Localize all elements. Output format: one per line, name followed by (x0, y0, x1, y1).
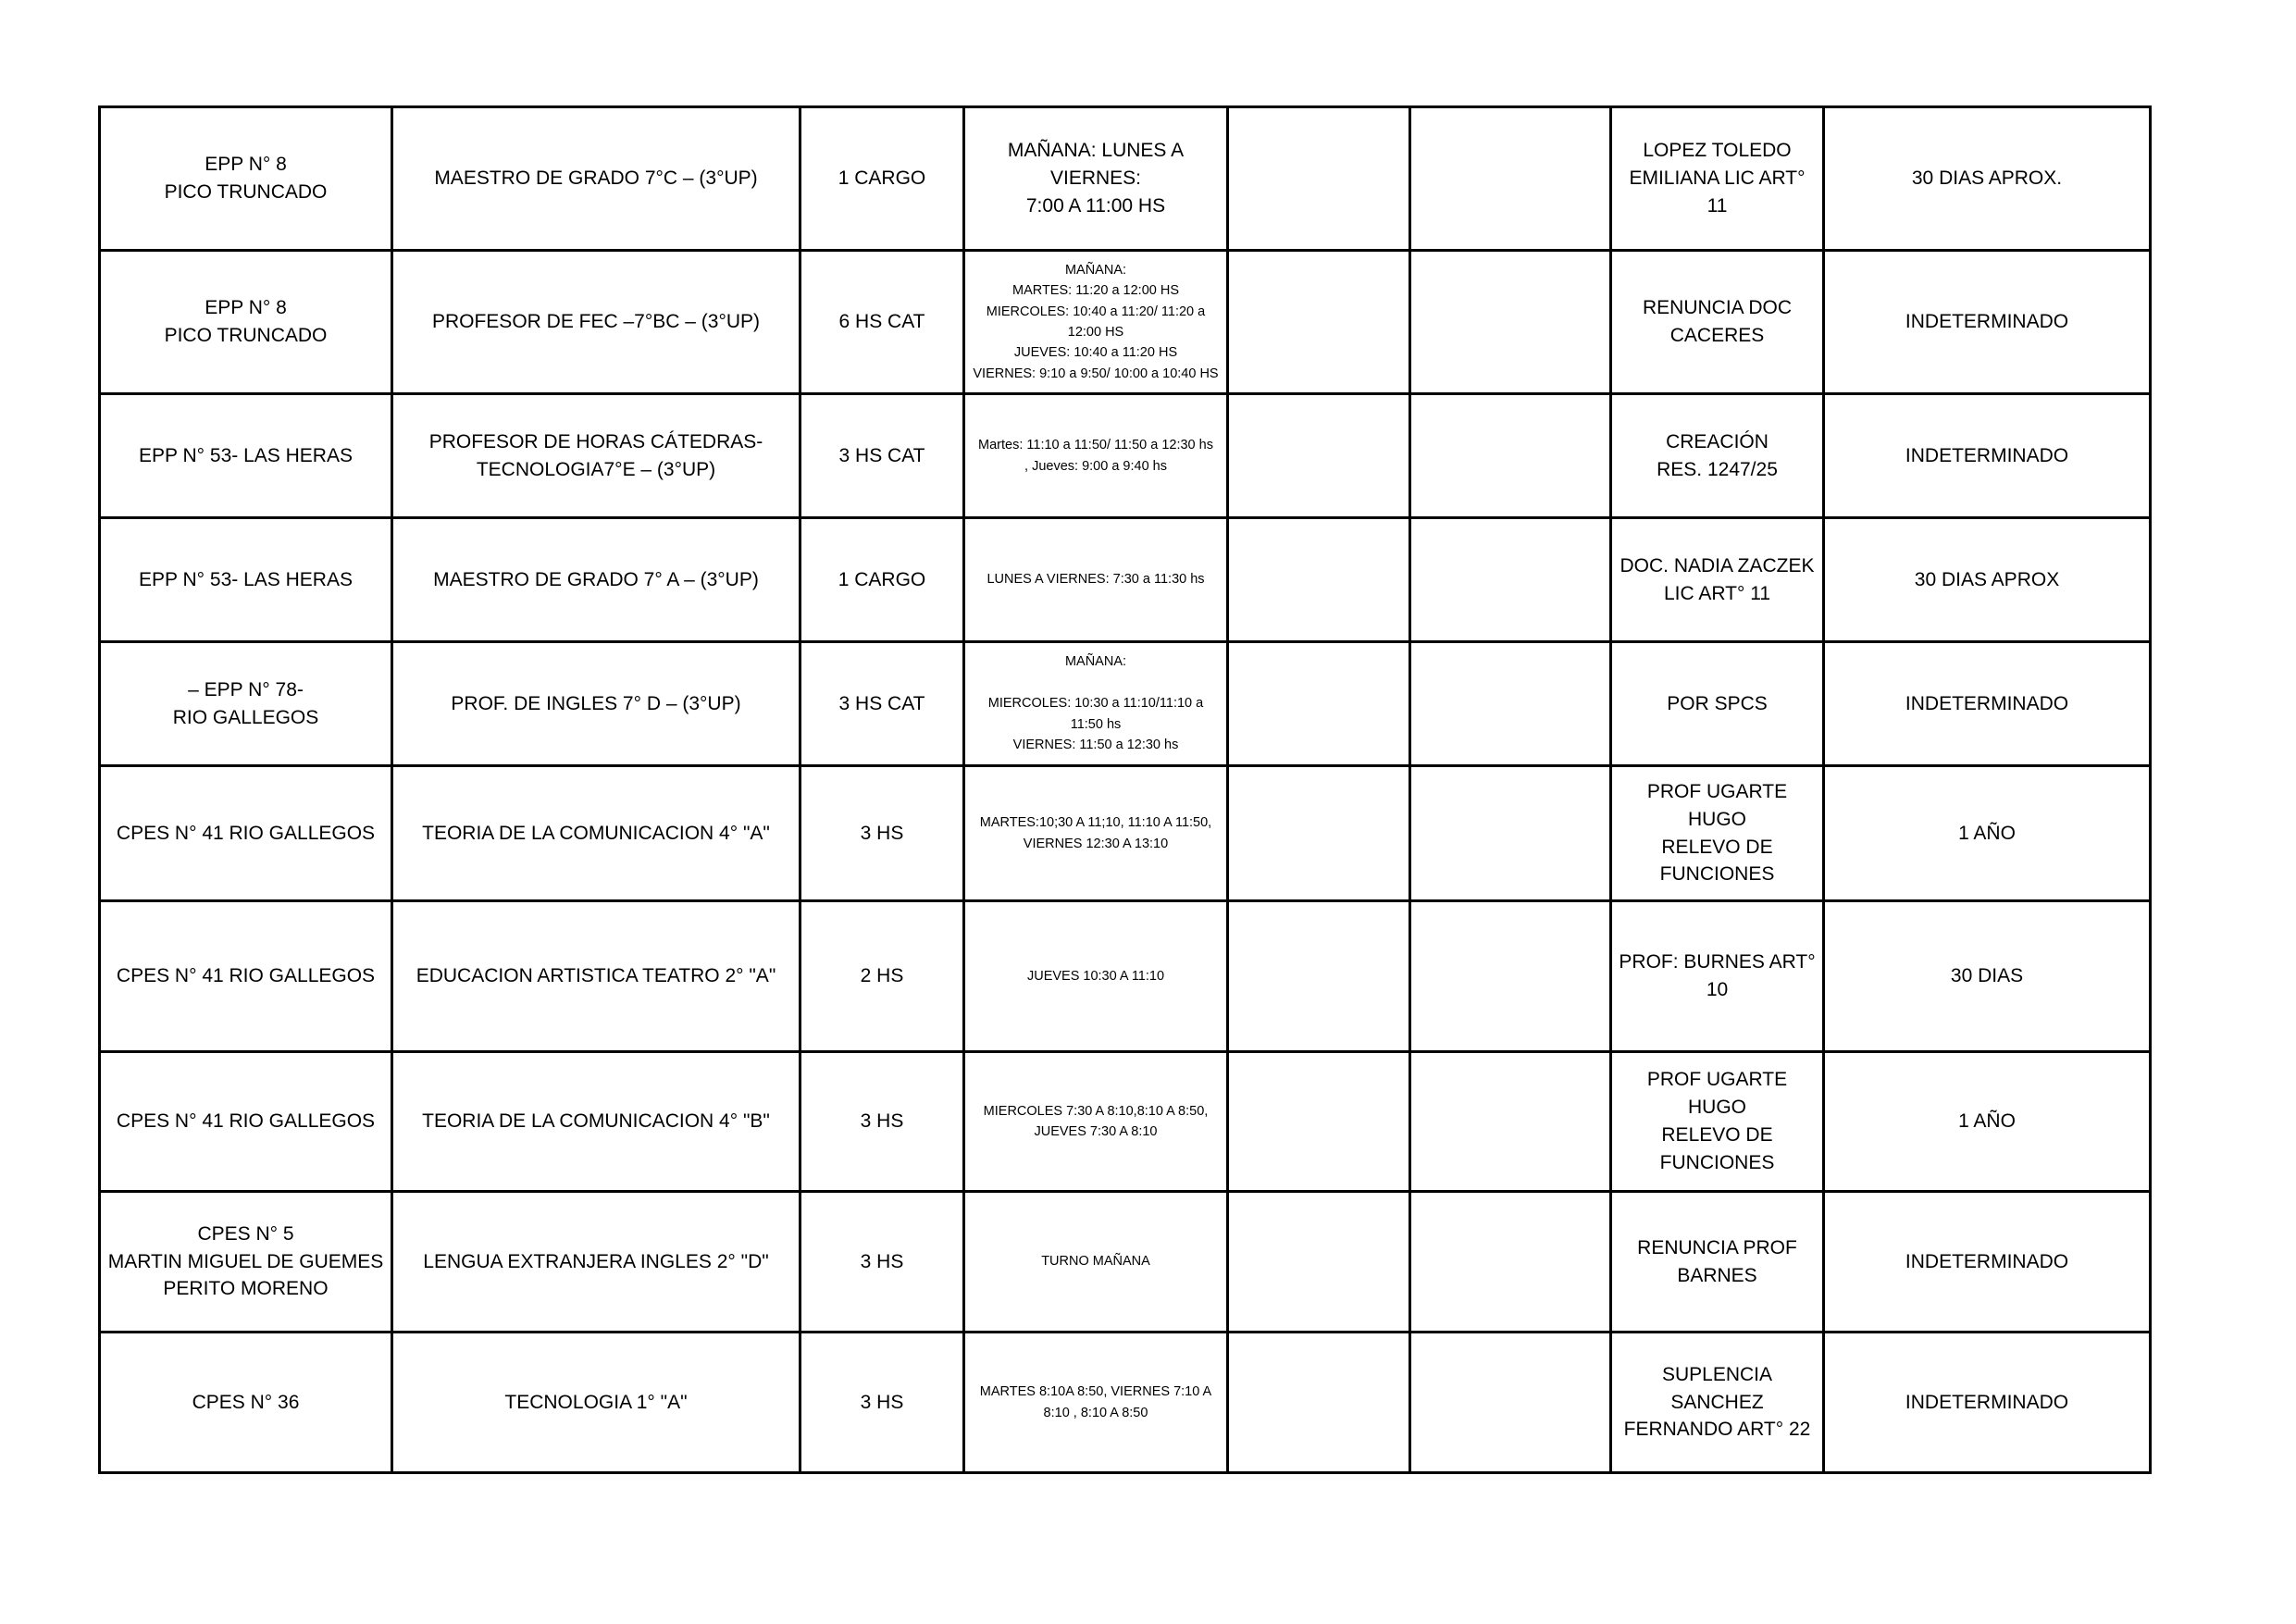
table-row (100, 766, 2151, 901)
table-row (100, 518, 2151, 642)
school-cell: EPP N° 8 PICO TRUNCADO (100, 107, 392, 251)
load-cell: 1 CARGO (800, 107, 964, 251)
table-row (100, 901, 2151, 1052)
position-cell: PROFESOR DE HORAS CÁTEDRAS- TECNOLOGIA7°E – (3°UP) (392, 394, 800, 518)
load-cell: 3 HS (800, 1052, 964, 1192)
position-cell: TEORIA DE LA COMUNICACION 4° "B" (392, 1052, 800, 1192)
table-row (100, 107, 2151, 251)
empty-cell (1410, 1333, 1611, 1473)
empty-cell (1228, 642, 1410, 766)
duration-cell: INDETERMINADO (1824, 394, 2151, 518)
school-cell: CPES N° 36 (100, 1333, 392, 1473)
load-cell: 3 HS (800, 1333, 964, 1473)
duration-cell: 30 DIAS APROX. (1824, 107, 2151, 251)
reason-cell: SUPLENCIA SANCHEZ FERNANDO ART° 22 (1611, 1333, 1824, 1473)
empty-cell (1410, 394, 1611, 518)
empty-cell (1228, 1052, 1410, 1192)
empty-cell (1410, 1052, 1611, 1192)
school-cell: CPES N° 41 RIO GALLEGOS (100, 1052, 392, 1192)
school-cell: CPES N° 41 RIO GALLEGOS (100, 766, 392, 901)
duration-cell: INDETERMINADO (1824, 642, 2151, 766)
empty-cell (1410, 901, 1611, 1052)
schedule-cell: MIERCOLES 7:30 A 8:10,8:10 A 8:50, JUEVES 7:30 A 8:10 (964, 1052, 1228, 1192)
schedule-cell: MAÑANA: MIERCOLES: 10:30 a 11:10/11:10 a 11:50 hs VIERNES: 11:50 a 12:30 hs (964, 642, 1228, 766)
empty-cell (1410, 642, 1611, 766)
empty-cell (1228, 518, 1410, 642)
table-row (100, 1052, 2151, 1192)
load-cell: 3 HS (800, 1192, 964, 1333)
empty-cell (1410, 766, 1611, 901)
load-cell: 3 HS CAT (800, 394, 964, 518)
duration-cell: 30 DIAS (1824, 901, 2151, 1052)
position-cell: PROFESOR DE FEC –7°BC – (3°UP) (392, 251, 800, 394)
empty-cell (1228, 251, 1410, 394)
position-cell: LENGUA EXTRANJERA INGLES 2° "D" (392, 1192, 800, 1333)
empty-cell (1228, 1192, 1410, 1333)
table-row (100, 1333, 2151, 1473)
load-cell: 3 HS (800, 766, 964, 901)
duration-cell: INDETERMINADO (1824, 1192, 2151, 1333)
load-cell: 2 HS (800, 901, 964, 1052)
schedule-cell: LUNES A VIERNES: 7:30 a 11:30 hs (964, 518, 1228, 642)
reason-cell: PROF UGARTE HUGO RELEVO DE FUNCIONES (1611, 1052, 1824, 1192)
school-cell: EPP N° 53- LAS HERAS (100, 394, 392, 518)
empty-cell (1228, 107, 1410, 251)
reason-cell: PROF UGARTE HUGO RELEVO DE FUNCIONES (1611, 766, 1824, 901)
position-cell: TEORIA DE LA COMUNICACION 4° "A" (392, 766, 800, 901)
table-row (100, 394, 2151, 518)
reason-cell: LOPEZ TOLEDO EMILIANA LIC ART° 11 (1611, 107, 1824, 251)
duration-cell: 1 AÑO (1824, 766, 2151, 901)
load-cell: 6 HS CAT (800, 251, 964, 394)
empty-cell (1228, 901, 1410, 1052)
schedule-cell: MAÑANA: MARTES: 11:20 a 12:00 HS MIERCOLES: 10:40 a 11:20/ 11:20 a 12:00 HS JUEVES: 10:40 a 11:20 HS VIERNES: 9:10 a 9:50/ 10:00 a 10:40 HS (964, 251, 1228, 394)
reason-cell: PROF: BURNES ART° 10 (1611, 901, 1824, 1052)
schedule-cell: MAÑANA: LUNES A VIERNES: 7:00 A 11:00 HS (964, 107, 1228, 251)
position-cell: EDUCACION ARTISTICA TEATRO 2° "A" (392, 901, 800, 1052)
schedule-cell: MARTES:10;30 A 11;10, 11:10 A 11:50, VIERNES 12:30 A 13:10 (964, 766, 1228, 901)
schedule-cell: TURNO MAÑANA (964, 1192, 1228, 1333)
load-cell: 1 CARGO (800, 518, 964, 642)
vacancies-table (98, 105, 2152, 1474)
reason-cell: RENUNCIA DOC CACERES (1611, 251, 1824, 394)
position-cell: MAESTRO DE GRADO 7°C – (3°UP) (392, 107, 800, 251)
empty-cell (1410, 518, 1611, 642)
schedule-cell: JUEVES 10:30 A 11:10 (964, 901, 1228, 1052)
empty-cell (1228, 394, 1410, 518)
position-cell: TECNOLOGIA 1° "A" (392, 1333, 800, 1473)
table-row (100, 251, 2151, 394)
table-row (100, 1192, 2151, 1333)
school-cell: EPP N° 53- LAS HERAS (100, 518, 392, 642)
position-cell: MAESTRO DE GRADO 7° A – (3°UP) (392, 518, 800, 642)
school-cell: EPP N° 8 PICO TRUNCADO (100, 251, 392, 394)
empty-cell (1410, 251, 1611, 394)
schedule-cell: Martes: 11:10 a 11:50/ 11:50 a 12:30 hs , Jueves: 9:00 a 9:40 hs (964, 394, 1228, 518)
reason-cell: DOC. NADIA ZACZEK LIC ART° 11 (1611, 518, 1824, 642)
school-cell: CPES N° 41 RIO GALLEGOS (100, 901, 392, 1052)
duration-cell: 30 DIAS APROX (1824, 518, 2151, 642)
schedule-cell: MARTES 8:10A 8:50, VIERNES 7:10 A 8:10 , 8:10 A 8:50 (964, 1333, 1228, 1473)
empty-cell (1228, 766, 1410, 901)
empty-cell (1228, 1333, 1410, 1473)
empty-cell (1410, 107, 1611, 251)
empty-cell (1410, 1192, 1611, 1333)
duration-cell: INDETERMINADO (1824, 251, 2151, 394)
school-cell: – EPP N° 78- RIO GALLEGOS (100, 642, 392, 766)
duration-cell: INDETERMINADO (1824, 1333, 2151, 1473)
school-cell: CPES N° 5 MARTIN MIGUEL DE GUEMES PERITO MORENO (100, 1192, 392, 1333)
reason-cell: RENUNCIA PROF BARNES (1611, 1192, 1824, 1333)
position-cell: PROF. DE INGLES 7° D – (3°UP) (392, 642, 800, 766)
table-row (100, 642, 2151, 766)
reason-cell: CREACIÓN RES. 1247/25 (1611, 394, 1824, 518)
reason-cell: POR SPCS (1611, 642, 1824, 766)
load-cell: 3 HS CAT (800, 642, 964, 766)
duration-cell: 1 AÑO (1824, 1052, 2151, 1192)
